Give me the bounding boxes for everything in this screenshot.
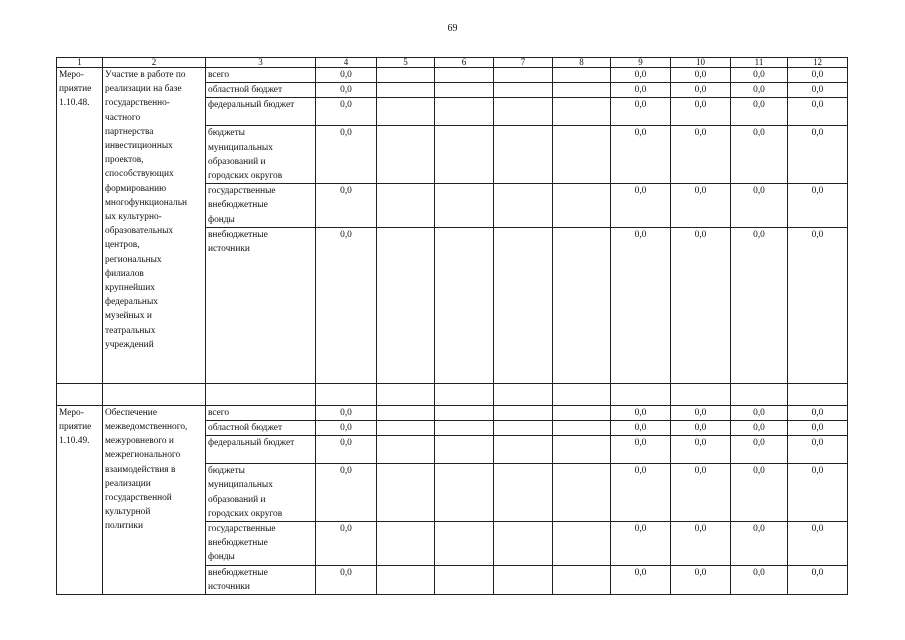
value-cell: 0,0 xyxy=(788,421,848,436)
value-cell: 0,0 xyxy=(611,464,671,522)
value-cell: 0,0 xyxy=(611,405,671,420)
value-cell: 0,0 xyxy=(731,565,788,594)
value-cell: 0,0 xyxy=(671,184,731,228)
value-cell xyxy=(435,184,494,228)
value-cell: 0,0 xyxy=(671,83,731,98)
value-cell xyxy=(494,126,553,184)
value-cell: 0,0 xyxy=(316,83,377,98)
value-cell: 0,0 xyxy=(788,405,848,420)
value-cell: 0,0 xyxy=(731,405,788,420)
value-cell: 0,0 xyxy=(316,227,377,383)
column-number-row xyxy=(57,58,848,68)
value-cell xyxy=(377,421,435,436)
value-cell xyxy=(494,227,553,383)
value-cell xyxy=(435,436,494,464)
table-row xyxy=(57,68,848,83)
value-cell xyxy=(494,98,553,126)
value-cell: 0,0 xyxy=(671,405,731,420)
value-cell xyxy=(494,522,553,566)
value-cell xyxy=(553,405,611,420)
funding-source: областной бюджет xyxy=(206,421,316,436)
value-cell: 0,0 xyxy=(671,227,731,383)
value-cell: 0,0 xyxy=(731,464,788,522)
spacer-cell xyxy=(206,383,316,405)
value-cell: 0,0 xyxy=(611,227,671,383)
value-cell: 0,0 xyxy=(316,421,377,436)
value-cell: 0,0 xyxy=(611,68,671,83)
funding-source: федеральный бюджет xyxy=(206,98,316,126)
value-cell: 0,0 xyxy=(788,98,848,126)
spacer-cell xyxy=(731,383,788,405)
column-number: 9 xyxy=(611,58,671,68)
value-cell xyxy=(494,565,553,594)
value-cell: 0,0 xyxy=(731,184,788,228)
value-cell xyxy=(435,405,494,420)
column-number: 4 xyxy=(316,58,377,68)
value-cell xyxy=(377,83,435,98)
value-cell: 0,0 xyxy=(316,184,377,228)
funding-source: всего xyxy=(206,405,316,420)
page-number: 69 xyxy=(447,23,458,34)
value-cell xyxy=(435,522,494,566)
column-number: 7 xyxy=(494,58,553,68)
value-cell xyxy=(553,83,611,98)
value-cell: 0,0 xyxy=(671,522,731,566)
spacer-cell xyxy=(316,383,377,405)
value-cell: 0,0 xyxy=(611,98,671,126)
value-cell: 0,0 xyxy=(731,421,788,436)
column-number: 8 xyxy=(553,58,611,68)
value-cell: 0,0 xyxy=(671,464,731,522)
value-cell xyxy=(553,98,611,126)
spacer-cell xyxy=(435,383,494,405)
value-cell: 0,0 xyxy=(671,421,731,436)
spacer-cell xyxy=(377,383,435,405)
value-cell xyxy=(435,565,494,594)
value-cell xyxy=(377,98,435,126)
column-number: 5 xyxy=(377,58,435,68)
value-cell xyxy=(553,522,611,566)
activity-description: Участие в работе по реализации на базе государственно- частного партнерства инвестиционных проектов, способствующих формированию многофункциональн ых культурно- образовательных центров, региональных филиалов крупнейших федеральных музейных и театральных учреждений xyxy=(103,68,206,384)
value-cell: 0,0 xyxy=(611,565,671,594)
spacer-cell xyxy=(788,383,848,405)
value-cell xyxy=(494,464,553,522)
value-cell: 0,0 xyxy=(316,98,377,126)
value-cell xyxy=(377,227,435,383)
value-cell: 0,0 xyxy=(316,436,377,464)
value-cell xyxy=(494,436,553,464)
funding-source: государственные внебюджетные фонды xyxy=(206,184,316,228)
value-cell xyxy=(494,421,553,436)
value-cell xyxy=(553,464,611,522)
value-cell: 0,0 xyxy=(671,436,731,464)
funding-source: государственные внебюджетные фонды xyxy=(206,522,316,566)
value-cell: 0,0 xyxy=(731,436,788,464)
value-cell: 0,0 xyxy=(788,68,848,83)
value-cell: 0,0 xyxy=(316,68,377,83)
funding-source: внебюджетные источники xyxy=(206,227,316,383)
column-number: 10 xyxy=(671,58,731,68)
value-cell: 0,0 xyxy=(611,522,671,566)
funding-source: областной бюджет xyxy=(206,83,316,98)
spacer-cell xyxy=(494,383,553,405)
spacer-cell xyxy=(103,383,206,405)
funding-source: бюджеты муниципальных образований и городских округов xyxy=(206,126,316,184)
value-cell: 0,0 xyxy=(788,436,848,464)
spacer-cell xyxy=(553,383,611,405)
value-cell: 0,0 xyxy=(671,98,731,126)
value-cell: 0,0 xyxy=(731,126,788,184)
spacer-cell xyxy=(611,383,671,405)
value-cell: 0,0 xyxy=(731,227,788,383)
value-cell xyxy=(377,436,435,464)
funding-source: всего xyxy=(206,68,316,83)
column-number: 3 xyxy=(206,58,316,68)
value-cell xyxy=(435,421,494,436)
table-row xyxy=(57,405,848,420)
column-number: 6 xyxy=(435,58,494,68)
value-cell: 0,0 xyxy=(731,68,788,83)
value-cell xyxy=(494,405,553,420)
value-cell: 0,0 xyxy=(731,522,788,566)
spacer-row xyxy=(57,383,848,405)
value-cell: 0,0 xyxy=(788,227,848,383)
value-cell: 0,0 xyxy=(788,522,848,566)
value-cell: 0,0 xyxy=(731,98,788,126)
value-cell xyxy=(435,83,494,98)
value-cell xyxy=(377,405,435,420)
value-cell xyxy=(553,565,611,594)
column-number: 11 xyxy=(731,58,788,68)
value-cell xyxy=(435,227,494,383)
activity-label: Меро- приятие 1.10.49. xyxy=(57,405,103,594)
value-cell xyxy=(553,184,611,228)
value-cell: 0,0 xyxy=(316,126,377,184)
value-cell xyxy=(377,68,435,83)
column-number: 12 xyxy=(788,58,848,68)
value-cell xyxy=(377,565,435,594)
activity-label: Меро- приятие 1.10.48. xyxy=(57,68,103,384)
value-cell xyxy=(494,184,553,228)
value-cell: 0,0 xyxy=(316,522,377,566)
value-cell xyxy=(377,464,435,522)
value-cell xyxy=(435,98,494,126)
funding-source: внебюджетные источники xyxy=(206,565,316,594)
spacer-cell xyxy=(57,383,103,405)
value-cell: 0,0 xyxy=(611,436,671,464)
value-cell: 0,0 xyxy=(788,565,848,594)
value-cell xyxy=(494,68,553,83)
column-number: 1 xyxy=(57,58,103,68)
value-cell xyxy=(377,522,435,566)
value-cell: 0,0 xyxy=(788,83,848,98)
value-cell xyxy=(435,464,494,522)
activity-description: Обеспечение межведомственного, межуровневого и межрегионального взаимодействия в реализации государственной культурной политики xyxy=(103,405,206,594)
value-cell xyxy=(494,83,553,98)
value-cell: 0,0 xyxy=(316,565,377,594)
value-cell: 0,0 xyxy=(788,184,848,228)
value-cell: 0,0 xyxy=(316,405,377,420)
value-cell: 0,0 xyxy=(671,126,731,184)
value-cell xyxy=(553,421,611,436)
value-cell xyxy=(553,126,611,184)
funding-source: бюджеты муниципальных образований и городских округов xyxy=(206,464,316,522)
value-cell: 0,0 xyxy=(788,464,848,522)
value-cell: 0,0 xyxy=(611,184,671,228)
value-cell: 0,0 xyxy=(611,126,671,184)
value-cell: 0,0 xyxy=(671,565,731,594)
value-cell: 0,0 xyxy=(671,68,731,83)
value-cell: 0,0 xyxy=(611,83,671,98)
value-cell: 0,0 xyxy=(731,83,788,98)
value-cell xyxy=(553,68,611,83)
value-cell: 0,0 xyxy=(788,126,848,184)
value-cell xyxy=(377,126,435,184)
value-cell xyxy=(553,436,611,464)
funding-source: федеральный бюджет xyxy=(206,436,316,464)
column-number: 2 xyxy=(103,58,206,68)
value-cell: 0,0 xyxy=(316,464,377,522)
value-cell xyxy=(553,227,611,383)
value-cell xyxy=(435,126,494,184)
value-cell xyxy=(377,184,435,228)
value-cell xyxy=(435,68,494,83)
budget-table xyxy=(56,57,848,595)
spacer-cell xyxy=(671,383,731,405)
value-cell: 0,0 xyxy=(611,421,671,436)
